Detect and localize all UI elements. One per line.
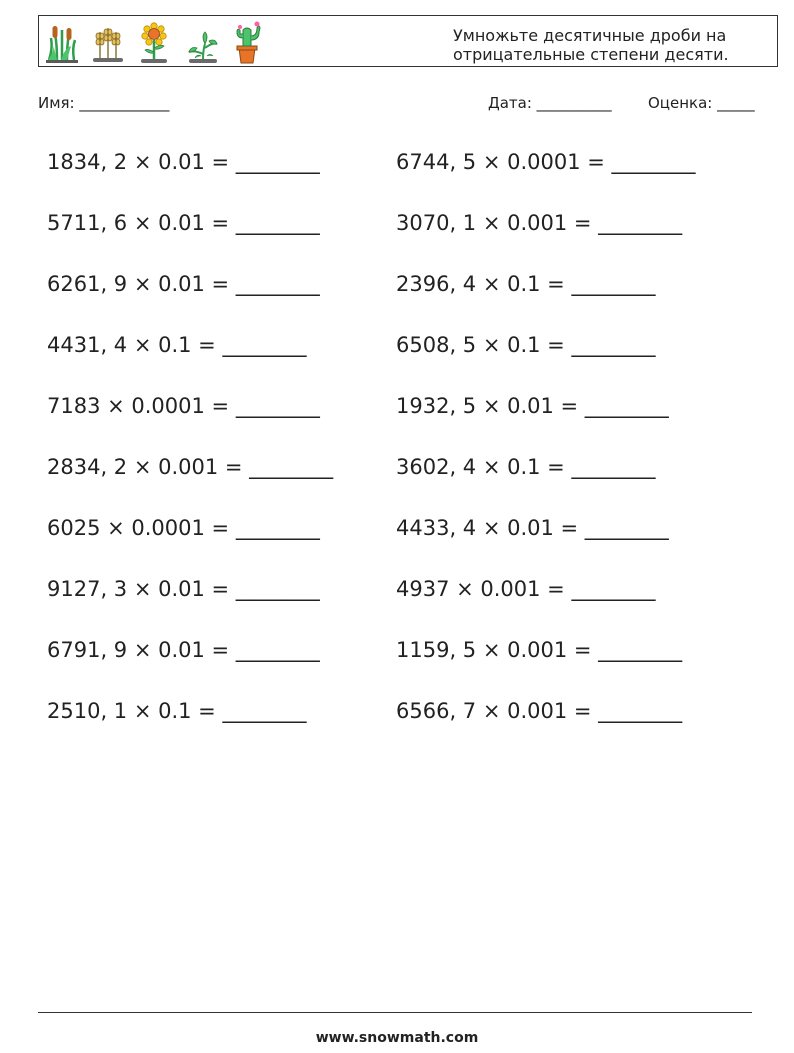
potted-cactus-icon (229, 20, 265, 64)
problem-right-2: 3070, 1 × 0.001 = ________ (396, 211, 683, 235)
problem-right-3: 2396, 4 × 0.1 = ________ (396, 272, 656, 296)
problem-right-10: 6566, 7 × 0.001 = ________ (396, 699, 683, 723)
name-field: Имя: ____________ (38, 94, 170, 112)
problem-right-6: 3602, 4 × 0.1 = ________ (396, 455, 656, 479)
problem-left-2: 5711, 6 × 0.01 = ________ (47, 211, 320, 235)
grade-field: Оценка: _____ (648, 94, 755, 112)
problem-left-3: 6261, 9 × 0.01 = ________ (47, 272, 320, 296)
header-box (38, 15, 778, 67)
footer-site-link[interactable]: www.snowmath.com (315, 1030, 479, 1046)
footer-divider (38, 1012, 752, 1013)
wheat-icon (91, 20, 125, 64)
problem-right-1: 6744, 5 × 0.0001 = ________ (396, 150, 696, 174)
problem-left-4: 4431, 4 × 0.1 = ________ (47, 333, 307, 357)
title-line-2: отрицательные степени десяти. (453, 45, 729, 64)
date-field: Дата: __________ (488, 94, 612, 112)
problem-left-7: 6025 × 0.0001 = ________ (47, 516, 320, 540)
worksheet-title (453, 26, 773, 64)
problem-left-9: 6791, 9 × 0.01 = ________ (47, 638, 320, 662)
problem-right-7: 4433, 4 × 0.01 = ________ (396, 516, 669, 540)
problem-right-9: 1159, 5 × 0.001 = ________ (396, 638, 683, 662)
problem-right-4: 6508, 5 × 0.1 = ________ (396, 333, 656, 357)
cattail-plant-icon (45, 20, 79, 64)
sunflower-icon (137, 20, 171, 64)
title-line-1: Умножьте десятичные дроби на (453, 26, 727, 45)
sprout-icon (183, 20, 223, 64)
problem-left-1: 1834, 2 × 0.01 = ________ (47, 150, 320, 174)
problem-right-8: 4937 × 0.001 = ________ (396, 577, 656, 601)
problem-left-6: 2834, 2 × 0.001 = ________ (47, 455, 334, 479)
problem-left-10: 2510, 1 × 0.1 = ________ (47, 699, 307, 723)
problem-left-8: 9127, 3 × 0.01 = ________ (47, 577, 320, 601)
problem-left-5: 7183 × 0.0001 = ________ (47, 394, 320, 418)
problem-right-5: 1932, 5 × 0.01 = ________ (396, 394, 669, 418)
